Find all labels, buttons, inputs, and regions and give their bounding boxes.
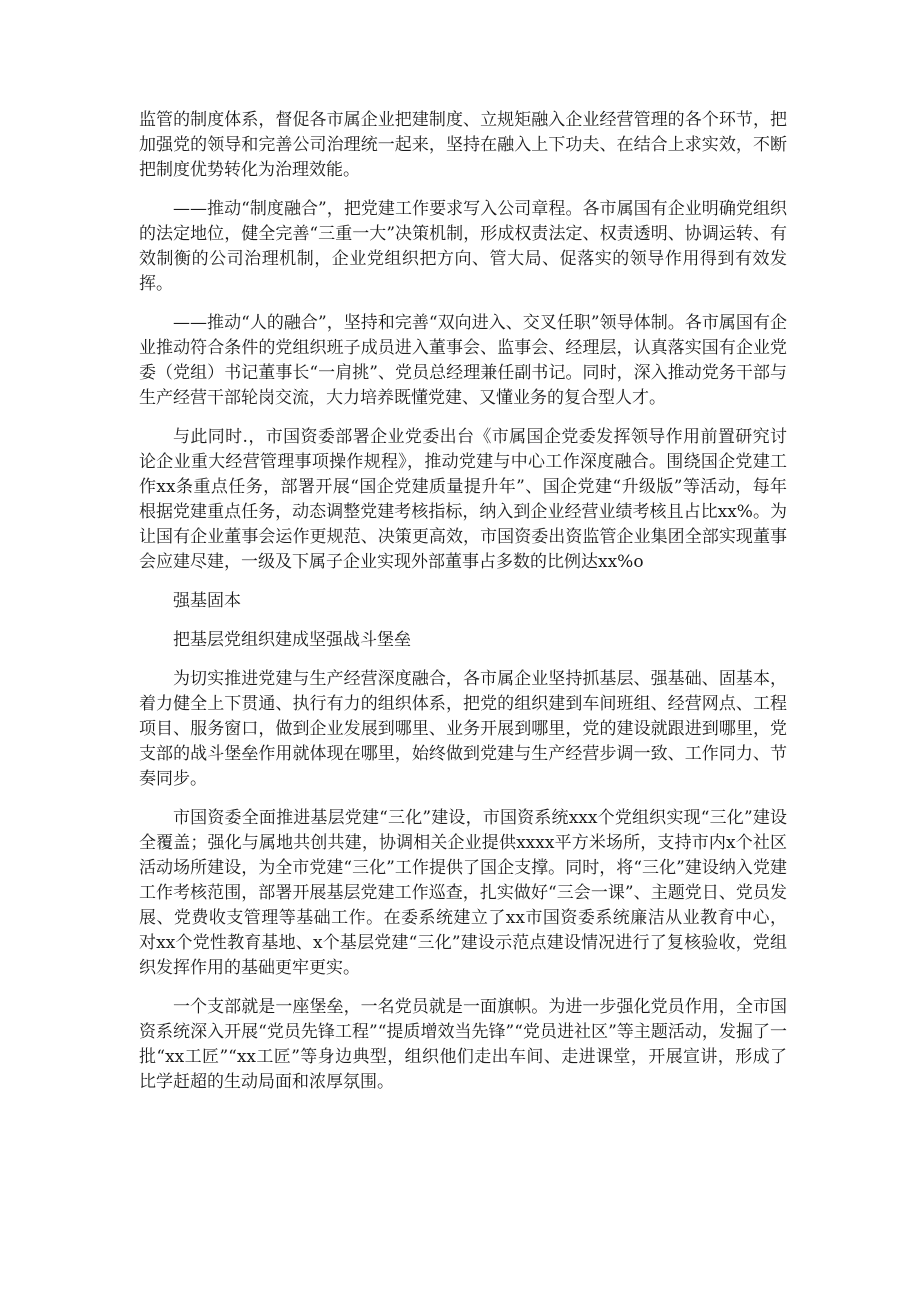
paragraph: 市国资委全面推进基层党建“三化”建设，市国资系统xxx个党组织实现“三化”建设全覆盖；强化与属地共创共建，协调相关企业提供xxxx平方米场所，支持市内x个社区活动场所建设，为全市党建“三化”工作提供了国企支撑。同时，将“三化”建设纳入党建工作考核范围，部署开展基层党建工作巡查，扎实做好“三会一课”、主题党日、党员发展、党费收支管理等基础工作。在委系统建立了xx市国资委系统廉洁从业教育中心，对xx个党性教育基地、x个基层党建“三化”建设示范点建设情况进行了复核验收，党组织发挥作用的基础更牢更实。 [139,808,787,978]
section-subheading: 把基层党组织建成坚强战斗堡垒 [173,630,411,650]
paragraph: 监管的制度体系，督促各市属企业把建制度、立规矩融入企业经营管理的各个环节，把加强党的领导和完善公司治理统一起来，坚持在融入上下功夫、在结合上求实效，不断把制度优势转化为治理效能。 [139,110,787,180]
paragraph: 一个支部就是一座堡垒，一名党员就是一面旗帜。为进一步强化党员作用，全市国资系统深入开展“党员先锋工程”“提质增效当先锋”“党员进社区”等主题活动，发掘了一批“xx工匠”“xx工匠”等身边典型，组织他们走出车间、走进课堂，开展宣讲，形成了比学赶超的生动局面和浓厚氛围。 [139,997,787,1092]
document-body [139,108,787,1109]
paragraph: ——推动“人的融合”，坚持和完善“双向进入、交叉任职”领导体制。各市属国有企业推动符合条件的党组织班子成员进入董事会、监事会、经理层，认真落实国有企业党委（党组）书记董事长“一肩挑”、党员总经理兼任副书记。同时，深入推动党务干部与生产经营干部轮岗交流，大力培养既懂党建、又懂业务的复合型人才。 [139,313,787,408]
paragraph: ——推动“制度融合”，把党建工作要求写入公司章程。各市属国有企业明确党组织的法定地位，健全完善“三重一大”决策机制，形成权责法定、权责透明、协调运转、有效制衡的公司治理机制，企业党组织把方向、管大局、促落实的领导作用得到有效发挥。 [139,199,787,294]
paragraph: 与此同时.，市国资委部署企业党委出台《市属国企党委发挥领导作用前置研究讨论企业重大经营管理事项操作规程》，推动党建与中心工作深度融合。围绕国企党建工作xx条重点任务，部署开展“国企党建质量提升年”、国企党建“升级版”等活动，每年根据党建重点任务，动态调整党建考核指标，纳入到企业经营业绩考核且占比xx%。为让国有企业董事会运作更规范、决策更高效，市国资委出资监管企业集团全部实现董事会应建尽建，一级及下属子企业实现外部董事占多数的比例达xx%o [139,427,787,572]
paragraph: 为切实推进党建与生产经营深度融合，各市属企业坚持抓基层、强基础、固基本，着力健全上下贯通、执行有力的组织体系，把党的组织建到车间班组、经营网点、工程项目、服务窗口，做到企业发展到哪里、业务开展到哪里，党的建设就跟进到哪里，党支部的战斗堡垒作用就体现在哪里，始终做到党建与生产经营步调一致、工作同力、节奏同步。 [139,669,787,789]
section-heading: 强基固本 [173,591,241,611]
